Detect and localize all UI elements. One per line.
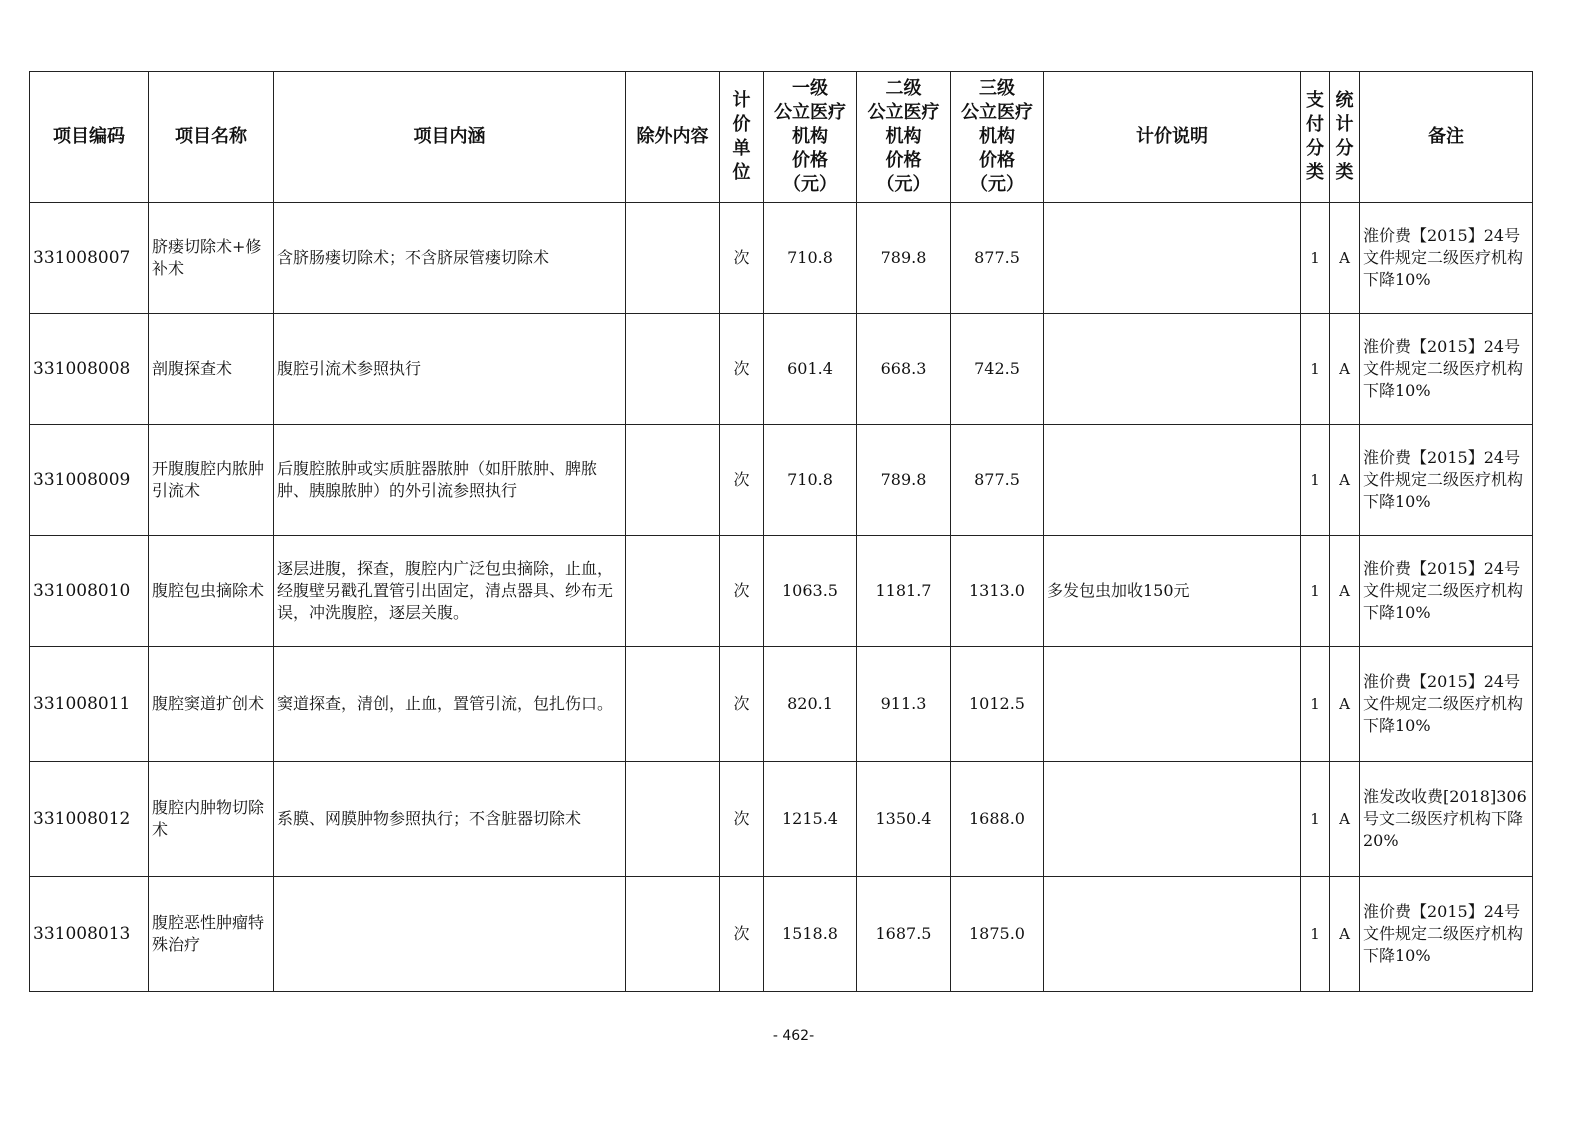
header-price-level1: 一级 公立医疗 机构 价格 （元） — [764, 72, 857, 203]
cell-stat-category: A — [1330, 762, 1360, 877]
header-pricing-note: 计价说明 — [1044, 72, 1301, 203]
cell-content — [274, 877, 626, 992]
header-name: 项目名称 — [149, 72, 274, 203]
table-row — [30, 203, 1533, 314]
cell-code: 331008008 — [30, 314, 149, 425]
table-row — [30, 877, 1533, 992]
table-row — [30, 536, 1533, 647]
cell-pricing-note: 多发包虫加收150元 — [1044, 536, 1301, 647]
cell-content: 系膜、网膜肿物参照执行；不含脏器切除术 — [274, 762, 626, 877]
cell-pay-category: 1 — [1301, 314, 1330, 425]
cell-remark: 淮价费【2015】24号文件规定二级医疗机构下降10% — [1360, 314, 1533, 425]
cell-price-level1: 601.4 — [764, 314, 857, 425]
cell-pricing-note — [1044, 425, 1301, 536]
cell-code: 331008011 — [30, 647, 149, 762]
cell-name: 腹腔恶性肿瘤特殊治疗 — [149, 877, 274, 992]
cell-remark: 淮价费【2015】24号文件规定二级医疗机构下降10% — [1360, 203, 1533, 314]
cell-stat-category: A — [1330, 877, 1360, 992]
cell-exclusion — [626, 877, 720, 992]
cell-price-level3: 877.5 — [951, 203, 1044, 314]
cell-name: 剖腹探查术 — [149, 314, 274, 425]
header-remark: 备注 — [1360, 72, 1533, 203]
cell-price-level2: 1181.7 — [857, 536, 951, 647]
cell-price-level1: 820.1 — [764, 647, 857, 762]
cell-remark: 淮价费【2015】24号文件规定二级医疗机构下降10% — [1360, 425, 1533, 536]
cell-price-level1: 1518.8 — [764, 877, 857, 992]
cell-unit: 次 — [720, 877, 764, 992]
cell-pay-category: 1 — [1301, 877, 1330, 992]
cell-price-level2: 668.3 — [857, 314, 951, 425]
cell-remark: 淮价费【2015】24号文件规定二级医疗机构下降10% — [1360, 877, 1533, 992]
cell-exclusion — [626, 203, 720, 314]
cell-pay-category: 1 — [1301, 762, 1330, 877]
cell-unit: 次 — [720, 425, 764, 536]
cell-remark: 淮价费【2015】24号文件规定二级医疗机构下降10% — [1360, 536, 1533, 647]
cell-content: 含脐肠瘘切除术；不含脐尿管瘘切除术 — [274, 203, 626, 314]
cell-price-level1: 710.8 — [764, 425, 857, 536]
cell-price-level3: 1875.0 — [951, 877, 1044, 992]
cell-price-level2: 789.8 — [857, 203, 951, 314]
cell-price-level2: 911.3 — [857, 647, 951, 762]
cell-pricing-note — [1044, 877, 1301, 992]
cell-price-level2: 1687.5 — [857, 877, 951, 992]
cell-pay-category: 1 — [1301, 647, 1330, 762]
cell-pay-category: 1 — [1301, 425, 1330, 536]
cell-content: 逐层进腹，探查，腹腔内广泛包虫摘除，止血，经腹壁另戳孔置管引出固定，清点器具、纱布无误，冲洗腹腔，逐层关腹。 — [274, 536, 626, 647]
table-row — [30, 425, 1533, 536]
cell-pay-category: 1 — [1301, 203, 1330, 314]
cell-content: 后腹腔脓肿或实质脏器脓肿（如肝脓肿、脾脓肿、胰腺脓肿）的外引流参照执行 — [274, 425, 626, 536]
header-price-level3: 三级 公立医疗 机构 价格 （元） — [951, 72, 1044, 203]
cell-exclusion — [626, 647, 720, 762]
cell-name: 脐瘘切除术+修补术 — [149, 203, 274, 314]
cell-unit: 次 — [720, 203, 764, 314]
header-pay-category: 支付分类 — [1301, 72, 1330, 203]
price-table — [29, 71, 1533, 992]
cell-code: 331008009 — [30, 425, 149, 536]
header-row — [30, 72, 1533, 203]
cell-unit: 次 — [720, 536, 764, 647]
cell-code: 331008007 — [30, 203, 149, 314]
page-number: - 462- — [772, 1028, 815, 1044]
table-row — [30, 314, 1533, 425]
cell-content: 腹腔引流术参照执行 — [274, 314, 626, 425]
cell-price-level3: 1012.5 — [951, 647, 1044, 762]
header-exclusion: 除外内容 — [626, 72, 720, 203]
cell-stat-category: A — [1330, 536, 1360, 647]
cell-unit: 次 — [720, 647, 764, 762]
cell-code: 331008012 — [30, 762, 149, 877]
cell-content: 窦道探查，清创，止血，置管引流，包扎伤口。 — [274, 647, 626, 762]
cell-name: 开腹腹腔内脓肿引流术 — [149, 425, 274, 536]
cell-price-level3: 1313.0 — [951, 536, 1044, 647]
table-row — [30, 762, 1533, 877]
header-code: 项目编码 — [30, 72, 149, 203]
cell-price-level3: 1688.0 — [951, 762, 1044, 877]
header-stat-category: 统计分类 — [1330, 72, 1360, 203]
table-row — [30, 647, 1533, 762]
cell-price-level3: 877.5 — [951, 425, 1044, 536]
cell-unit: 次 — [720, 314, 764, 425]
header-unit: 计价单位 — [720, 72, 764, 203]
cell-exclusion — [626, 425, 720, 536]
cell-price-level2: 789.8 — [857, 425, 951, 536]
cell-pricing-note — [1044, 762, 1301, 877]
cell-pay-category: 1 — [1301, 536, 1330, 647]
cell-pricing-note — [1044, 314, 1301, 425]
cell-price-level1: 710.8 — [764, 203, 857, 314]
cell-remark: 淮发改收费[2018]306号文二级医疗机构下降20% — [1360, 762, 1533, 877]
cell-name: 腹腔包虫摘除术 — [149, 536, 274, 647]
cell-price-level1: 1215.4 — [764, 762, 857, 877]
header-price-level2: 二级 公立医疗 机构 价格 （元） — [857, 72, 951, 203]
cell-stat-category: A — [1330, 314, 1360, 425]
cell-exclusion — [626, 536, 720, 647]
cell-exclusion — [626, 762, 720, 877]
cell-stat-category: A — [1330, 425, 1360, 536]
cell-price-level2: 1350.4 — [857, 762, 951, 877]
cell-stat-category: A — [1330, 203, 1360, 314]
cell-exclusion — [626, 314, 720, 425]
cell-price-level3: 742.5 — [951, 314, 1044, 425]
cell-name: 腹腔内肿物切除术 — [149, 762, 274, 877]
header-content: 项目内涵 — [274, 72, 626, 203]
cell-stat-category: A — [1330, 647, 1360, 762]
cell-remark: 淮价费【2015】24号文件规定二级医疗机构下降10% — [1360, 647, 1533, 762]
cell-name: 腹腔窦道扩创术 — [149, 647, 274, 762]
cell-price-level1: 1063.5 — [764, 536, 857, 647]
cell-code: 331008010 — [30, 536, 149, 647]
cell-code: 331008013 — [30, 877, 149, 992]
cell-pricing-note — [1044, 203, 1301, 314]
cell-unit: 次 — [720, 762, 764, 877]
cell-pricing-note — [1044, 647, 1301, 762]
